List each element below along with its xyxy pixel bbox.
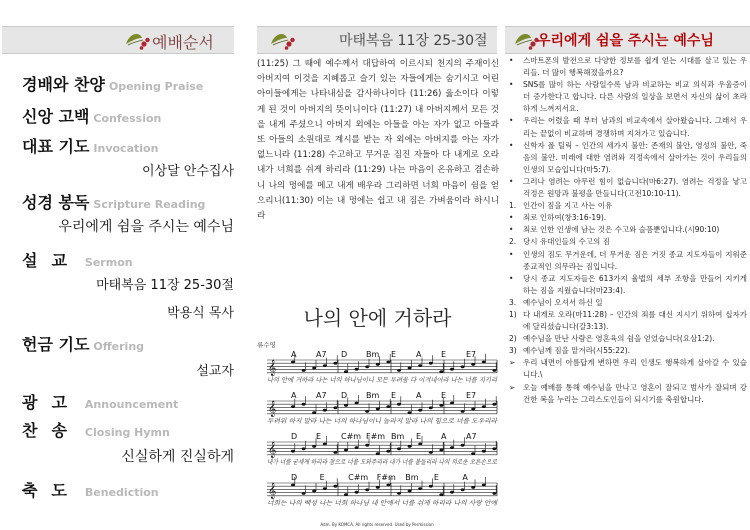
note-head <box>418 364 422 367</box>
service-item <box>22 190 205 213</box>
service-item <box>22 72 203 95</box>
sermon-note-item <box>509 224 747 236</box>
note-head <box>482 361 486 364</box>
sermon-note-item <box>509 176 747 200</box>
sermon-note-item <box>509 249 747 273</box>
note-head <box>291 405 295 408</box>
sermon-note-text: 인생의 짐도 무거운데, 더 무거운 짐은 거짓 종교 지도자들이 지워준 종교적인 의무라는 짐입니다. <box>523 249 747 271</box>
sermon-note-marker: • <box>509 140 514 150</box>
note-head <box>450 368 454 371</box>
sermon-note-marker: • <box>509 176 514 186</box>
chord-symbol: F#m <box>366 432 386 441</box>
note-head <box>429 451 433 454</box>
treble-clef-icon: 𝄞 <box>268 442 277 458</box>
note-head <box>386 484 390 487</box>
note-head <box>397 369 401 372</box>
note-head <box>471 408 475 411</box>
sermon-note-item <box>509 297 747 309</box>
sermon-note-item <box>509 236 747 248</box>
chord-symbol: D <box>341 391 348 400</box>
chord-symbol: E <box>391 391 397 400</box>
sermon-note-text: 예수님을 만난 사람은 영혼육의 쉼을 얻었습니다(요삼1:2). <box>523 334 715 344</box>
service-item-detail: 박용식 목사 <box>167 306 234 321</box>
service-item <box>22 104 161 127</box>
leaf-berry-ornament-icon <box>513 28 539 52</box>
note-head <box>344 404 348 407</box>
lyric-line: 나의 안에 거하라 나는 너의 하나님이니 모든 두려움 다 이겨내어라 나는 너를 지키리 <box>267 376 498 384</box>
sermon-note-marker: 1. <box>509 201 517 211</box>
chord-symbol: E <box>433 473 439 482</box>
chord-symbol: A <box>462 473 468 482</box>
note-head <box>492 369 496 372</box>
chord-symbol: E <box>391 350 397 359</box>
service-item-english: Announcement <box>84 398 179 411</box>
sermon-note-item <box>509 115 747 139</box>
chord-symbol: Bm <box>405 473 419 482</box>
note-head <box>291 450 295 453</box>
sermon-note-text: 인간이 짐을 지고 사는 이유 <box>523 201 613 211</box>
note-head <box>439 449 443 452</box>
note-head <box>439 404 443 407</box>
sermon-note-marker: 2. <box>509 237 517 247</box>
service-item-name: 경배와 찬양 <box>22 75 105 94</box>
chord-symbol: A <box>291 350 297 359</box>
note-head <box>471 486 475 489</box>
scripture-title: 마태복음 11장 25-30절 <box>339 33 488 49</box>
note-head <box>492 447 496 450</box>
note-head <box>461 410 465 413</box>
chord-symbol: Bm <box>391 432 405 441</box>
chord-symbol: A <box>441 432 447 441</box>
song-composer: 류수영 <box>257 341 276 349</box>
note-head <box>429 362 433 365</box>
note-head <box>355 446 359 449</box>
song-lyrics <box>267 376 498 507</box>
lyric-line: 너희는 나의 백성 나는 너희 하나님 내 안에서 너를 쉬게 하리라 나의 사랑 안에 <box>267 499 498 507</box>
note-head <box>365 488 369 491</box>
note-head <box>429 406 433 409</box>
treble-clef-icon: 𝄞 <box>268 401 277 417</box>
note-head <box>355 491 359 494</box>
sermon-note-marker: • <box>509 213 514 223</box>
service-item-english: Benediction <box>84 486 159 499</box>
chord-symbol: A7 <box>316 391 327 400</box>
note-head <box>302 447 306 450</box>
sermon-note-marker: 3. <box>509 297 517 307</box>
note-head <box>344 493 348 496</box>
scripture-panel <box>255 0 500 530</box>
treble-clef-icon: 𝄞 <box>268 360 277 376</box>
chord-symbol: D <box>291 432 298 441</box>
note-head <box>461 488 465 491</box>
note-head <box>450 402 454 405</box>
note-head <box>312 367 316 370</box>
sermon-note-text: 오늘 예배를 통해 예수님을 만나고 영혼이 잘되고 범사가 잘되며 강건한 복을 누리는 그리스도인들이 되시기를 축원합니다. <box>523 382 747 404</box>
service-item-detail: 신실하게 진실하게 <box>121 449 234 465</box>
sermon-notes <box>509 55 747 406</box>
leaf-berry-ornament-icon <box>269 28 295 52</box>
chord-symbol: Bm <box>366 350 380 359</box>
sermon-note-text: 우리는 어렸을 때 부터 남과의 비교속에서 살아왔습니다. 그래서 우리는 끝없이 비교하며 경쟁하며 지쳐가고 있습니다. <box>523 116 747 138</box>
note-head <box>344 449 348 452</box>
chord-symbol: Bm <box>366 391 380 400</box>
note-head <box>312 445 316 448</box>
sermon-note-marker: • <box>509 56 514 65</box>
service-item-detail: 이상달 안수집사 <box>141 164 234 179</box>
sermon-note-text: 스마트폰의 발전으로 다양한 정보를 쉽게 얻는 시대를 살고 있는 우리들. 더 많이 행복해졌을까요? <box>523 56 747 78</box>
chord-symbol: A <box>416 391 422 400</box>
chord-symbol: D <box>291 473 298 482</box>
sermon-note-item <box>509 382 747 406</box>
note-head <box>450 446 454 449</box>
sermon-note-text: 다 내게로 오라(마11:28) – 인간의 죄를 대신 지시기 위하여 십자가에 달리셨습니다(갈3:13). <box>523 309 747 332</box>
note-head <box>323 487 327 490</box>
service-item <box>22 134 158 157</box>
sermon-note-item <box>509 212 747 224</box>
service-item-name: 신앙 고백 <box>22 107 90 126</box>
lyric-line: 두려워 하지 말라 나는 너의 하나님이니 놀라지 말라 나의 힘으로 너를 도우리라 <box>267 417 498 425</box>
sermon-note-marker: • <box>509 273 514 283</box>
note-head <box>482 484 486 487</box>
sermon-note-item <box>509 309 747 333</box>
sermon-note-item <box>509 55 747 79</box>
leaf-berry-ornament-icon <box>124 28 150 52</box>
note-head <box>323 364 327 367</box>
sermon-note-text: SNS를 많이 하는 사람일수록 남과 비교하는 비교 의식과 우울증이 더 증가한다고 합니다. 다른 사람의 일상을 보면서 자신의 삶이 초라하게 느껴져서요. <box>523 80 747 114</box>
chord-symbol: C#m <box>348 473 369 482</box>
scripture-banner <box>257 26 497 54</box>
chord-symbol: C#m <box>341 432 362 441</box>
service-item-name: 대표 기도 <box>22 137 90 156</box>
service-item-english: Opening Praise <box>108 80 204 93</box>
note-head <box>302 403 306 406</box>
chord-symbol: E <box>319 473 325 482</box>
sermon-note-item <box>509 79 747 115</box>
sermon-note-marker: • <box>509 80 514 90</box>
sermon-note-marker: 2) <box>509 334 517 344</box>
service-item <box>22 478 159 501</box>
service-item-english: Sermon <box>84 256 133 269</box>
note-head <box>461 444 465 447</box>
note-head <box>397 492 401 495</box>
note-head <box>365 444 369 447</box>
note-head <box>492 403 496 406</box>
note-head <box>365 365 369 368</box>
service-item-english: Confession <box>93 112 162 125</box>
sermon-note-text: 당시 종교 지도자들은 613가지 율법의 세부 조항을 만들어 지키게 하는 짐을 지웠습니다(마23:4). <box>523 273 747 295</box>
sermon-note-item <box>509 200 747 212</box>
order-title: 예배순서 <box>152 33 214 52</box>
treble-clef-icon: 𝄞 <box>268 483 277 499</box>
scripture-text: (11:25) 그 때에 예수께서 대답하여 이르시되 천지의 주재이신 아버지여 이것을 지혜롭고 슬기 있는 자들에게는 숨기시고 어린 아이들에게는 나타내심을 감사하나이다 (11:26) 옳소이다 이렇게 된 것이 아버지의 뜻이니이다 (11:27) 내 아버지께서 모든 것을 내게 주셨으니 아버지 외에는 아들을 아는 자가 없고 아들과 또 아들의 소원대로 계시를 받는 자 외에는 아버지를 아는 자가 없느니라 (11:28) 수고하고 무거운 짐진 자들아 다 내게로 오라 내가 너희를 쉬게 하리라 (11:29) 나는 마음이 온유하고 겸손하니 나의 멍에를 메고 내게 배우라 그리하면 너희 마음이 쉼을 얻으리니(11:30) 이는 내 멍에는 쉽고 내 짐은 가벼움이라 하시니라 <box>257 59 499 222</box>
note-head <box>386 450 390 453</box>
service-item-name: 성경 봉독 <box>22 193 90 212</box>
note-head <box>312 490 316 493</box>
note-head <box>376 363 380 366</box>
sermon-note-text: 그러나 염려는 아무런 힘이 없습니다(마6:27). 염려는 걱정을 낳고 걱정은 원망과 불평을 만들니다(고전10:10-11). <box>523 176 747 199</box>
song-copyright: Adm. By KOMCA, All rights reserved. Used by Permission <box>320 522 434 527</box>
sermon-title: 우리에게 쉼을 주시는 예수님 <box>537 33 714 49</box>
chord-symbol: A <box>291 391 297 400</box>
chord-symbol: D <box>341 350 348 359</box>
lyric-line: 내가 너를 굳세게 하리라 참으로 너를 도와주리라 내가 너를 붙들리라 나의 의로운 오른손으로 <box>267 458 498 466</box>
service-item <box>22 332 144 355</box>
order-banner <box>2 26 234 54</box>
sermon-note-marker: 1) <box>509 309 517 319</box>
note-head <box>344 370 348 373</box>
chord-symbol: E7 <box>466 350 477 359</box>
service-item-english: Closing Hymn <box>84 426 170 439</box>
sermon-note-item <box>509 357 747 381</box>
sheet-music <box>255 338 500 528</box>
chord-symbol: E <box>316 432 322 441</box>
sermon-note-marker: • <box>509 249 514 259</box>
note-head <box>492 492 496 495</box>
note-head <box>408 445 412 448</box>
note-head <box>397 403 401 406</box>
sermon-banner <box>505 26 750 54</box>
chord-symbol: A7 <box>466 432 477 441</box>
note-head <box>418 443 422 446</box>
note-head <box>386 405 390 408</box>
note-head <box>439 370 443 373</box>
note-head <box>355 368 359 371</box>
sermon-note-item <box>509 345 747 357</box>
note-head <box>429 485 433 488</box>
sermon-note-item <box>509 333 747 345</box>
note-head <box>471 452 475 455</box>
chord-symbol: A7 <box>316 350 327 359</box>
service-item-detail: 마태복음 11장 25-30절 <box>96 278 234 293</box>
note-head <box>376 486 380 489</box>
service-item-name: 찬송 <box>22 421 81 440</box>
note-head <box>471 363 475 366</box>
sermon-note-marker: • <box>509 225 514 235</box>
note-head <box>312 411 316 414</box>
service-item-detail: 우리에게 쉼을 주시는 예수님 <box>58 219 234 235</box>
service-item <box>22 418 170 441</box>
note-head <box>386 361 390 364</box>
order-of-service-panel <box>0 0 248 530</box>
sermon-note-marker: ➢ <box>509 358 516 368</box>
sermon-note-text: 죄로 인한 인생에 남는 것은 수고와 슬픔뿐입니다.(시90:10) <box>523 225 720 235</box>
note-head <box>376 452 380 455</box>
sermon-note-text: 당시 유대인들의 수고의 짐 <box>523 237 610 247</box>
chord-symbol: F#m <box>376 473 396 482</box>
note-head <box>291 484 295 487</box>
sermon-note-marker: • <box>509 116 514 126</box>
sermon-note-item <box>509 140 747 176</box>
note-head <box>397 447 401 450</box>
note-head <box>323 443 327 446</box>
service-item-name: 설교 <box>22 251 81 270</box>
service-item <box>22 248 133 271</box>
sermon-note-text: 신학자 폴 틸릭 – 인간의 세가지 불안: 존재의 불안, 영성의 불안, 죽음의 불안. 미래에 대한 염려와 걱정속에서 살아가는 것이 우리들의 인생의 모습입니다(마5:7). <box>523 140 747 174</box>
sermon-note-text: 예수님이 오셔서 하신 일 <box>523 297 603 307</box>
sermon-note-text: 죄로 인하여(창3:16-19). <box>523 213 607 223</box>
note-head <box>461 365 465 368</box>
service-item-english: Scripture Reading <box>93 198 206 211</box>
note-head <box>302 369 306 372</box>
sermon-note-marker: ➢ <box>509 382 516 392</box>
note-head <box>482 405 486 408</box>
sermon-panel <box>505 0 750 530</box>
note-head <box>365 410 369 413</box>
sermon-note-marker: 3) <box>509 346 517 356</box>
chord-symbol: E <box>441 391 447 400</box>
service-item-name: 광고 <box>22 393 81 412</box>
note-head <box>302 492 306 495</box>
song-title: 나의 안에 거하라 <box>303 306 452 330</box>
note-head <box>333 451 337 454</box>
sermon-note-item <box>509 273 747 297</box>
note-head <box>323 409 327 412</box>
chord-symbol: A <box>416 350 422 359</box>
note-head <box>408 367 412 370</box>
note-head <box>482 450 486 453</box>
note-head <box>408 490 412 493</box>
note-head <box>333 406 337 409</box>
note-head <box>376 408 380 411</box>
note-head <box>450 491 454 494</box>
service-item-detail: 설교자 <box>196 364 234 379</box>
note-head <box>333 362 337 365</box>
note-head <box>291 361 295 364</box>
service-item-english: Offering <box>93 340 145 353</box>
note-head <box>333 485 337 488</box>
note-head <box>418 487 422 490</box>
sermon-note-text: 우리 내면이 아름답게 변하면 우리 인생도 행복하게 살아갈 수 있습니다.\ <box>523 358 747 380</box>
note-head <box>418 409 422 412</box>
service-item <box>22 390 178 413</box>
service-item-name: 헌금 기도 <box>22 335 90 354</box>
chord-symbol: E7 <box>466 391 477 400</box>
chord-symbol: E <box>416 432 422 441</box>
sermon-note-text: 예수님께 짐을 맡겨라(시55:22). <box>523 346 631 356</box>
service-item-english: Invocation <box>93 142 159 155</box>
service-item-name: 축도 <box>22 481 81 500</box>
note-head <box>439 493 443 496</box>
note-head <box>355 402 359 405</box>
note-head <box>408 411 412 414</box>
chord-symbol: E <box>441 350 447 359</box>
